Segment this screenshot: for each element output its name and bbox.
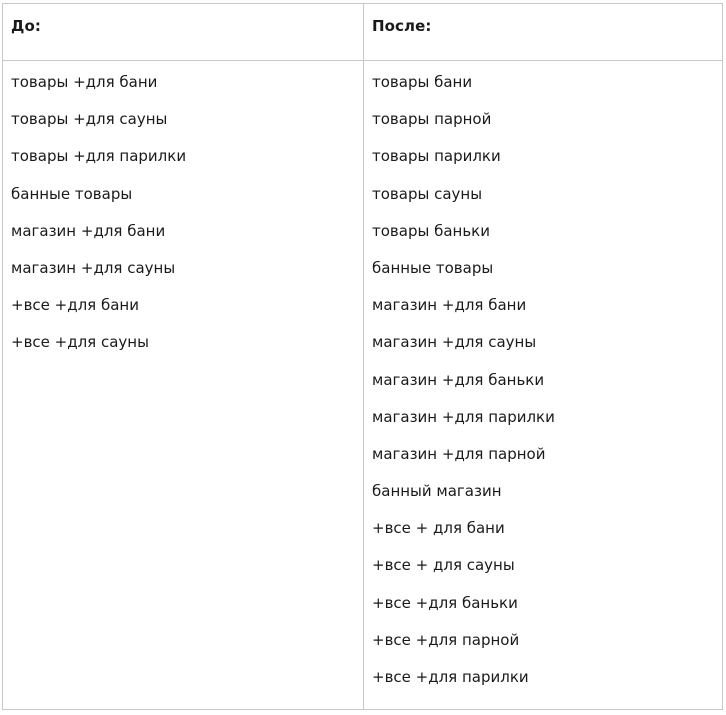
list-item: +все +для бани <box>11 296 139 315</box>
list-item: магазин +для парной <box>372 444 546 463</box>
list-item: магазин +для сауны <box>372 333 537 352</box>
list-item: +все +для парной <box>372 630 520 649</box>
after-column <box>364 61 722 709</box>
list-item: товары парной <box>372 110 492 129</box>
list-item: магазин +для парилки <box>372 407 555 426</box>
header-after: После: <box>372 17 432 35</box>
list-item: банные товары <box>372 258 494 277</box>
list-item: магазин +для баньки <box>372 370 545 389</box>
list-item: банные товары <box>11 184 133 203</box>
before-column <box>3 61 364 709</box>
list-item: товары +для сауны <box>11 110 168 129</box>
header-before: До: <box>11 17 41 35</box>
list-item: товары баньки <box>372 221 490 240</box>
list-item: банный магазин <box>372 482 502 501</box>
list-item: магазин +для бани <box>11 221 166 240</box>
header-after-cell <box>364 4 722 61</box>
list-item: +все +для сауны <box>11 333 149 352</box>
list-item: +все +для парилки <box>372 668 529 686</box>
list-item: +все + для сауны <box>372 556 515 575</box>
before-list <box>11 71 186 369</box>
after-list <box>372 71 555 703</box>
header-before-cell <box>3 4 364 61</box>
list-item: магазин +для сауны <box>11 258 176 277</box>
list-item: магазин +для бани <box>372 296 527 315</box>
list-item: товары бани <box>372 73 473 91</box>
list-item: товары +для бани <box>11 73 158 91</box>
list-item: товары сауны <box>372 184 483 203</box>
list-item: товары +для парилки <box>11 147 187 166</box>
list-item: +все + для бани <box>372 519 505 538</box>
list-item: +все +для баньки <box>372 593 518 612</box>
list-item: товары парилки <box>372 147 501 166</box>
comparison-table <box>2 3 723 710</box>
